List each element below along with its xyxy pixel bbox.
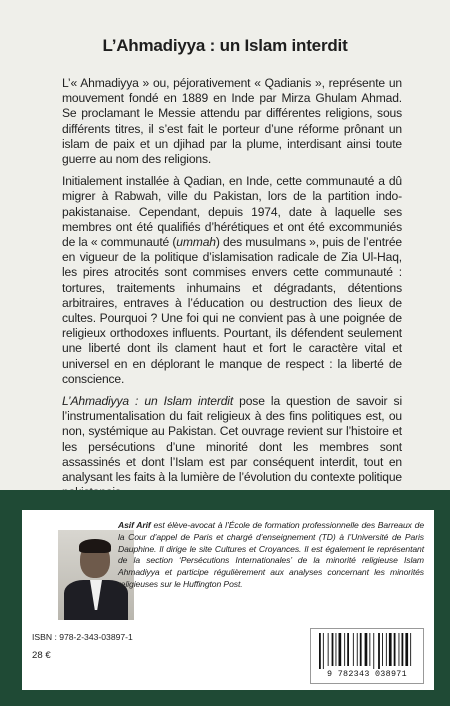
- barcode-bar: [328, 633, 329, 666]
- barcode-bar: [378, 633, 380, 669]
- barcode-bar: [365, 633, 368, 666]
- synopsis-text-run: L’« Ahmadiyya » ou, péjorativement « Qadianis », représente un mouvement fondé en 1889 en Inde par Mirza Ghulam Ahmad. Se proclamant le Messie attendu par différentes religions, sous différents titres, il s’est fait le porteur d’une réforme prônant un islam de paix et un djihad par la plume, interdisant ainsi toute guerre au nom des religions.: [62, 76, 402, 167]
- barcode-bar: [373, 633, 374, 669]
- synopsis-text-run: Initialement installée à Qadian, en Inde, cette communauté a dû migrer à Rabwah, ville du Pakistan, lors de la partition indo-pakistanaise. Cependant, depuis 1974, date à laquelle ses membres ont été qualifiés d’hérétiques et ont été excommuniés de la « communauté (: [62, 174, 402, 250]
- barcode-bar: [323, 633, 324, 669]
- price-label: 28 €: [32, 650, 51, 661]
- barcode-bar: [389, 633, 392, 666]
- synopsis-text-run: pose la question de savoir si l’instrumentalisation du fait religieux à des fins politiques est, ou non, systémique au Pakistan. Cet ouvrage revient sur l’histoire et les persécutions d’une minorité dont les membres sont assassinés et dont l’Islam est par conséquent interdit, tout en analysant les faits à la lumière de l’évolution du contexte politique: [62, 394, 402, 485]
- barcode-bar: [369, 633, 370, 666]
- author-name: Asif Arif: [118, 520, 151, 530]
- barcode-bar: [386, 633, 387, 666]
- synopsis-text-run: ) des musulmans », puis de l’entrée en vigueur de la politique d’islamisation radicale de Zia Ul-Haq, les pires atrocités sont commises envers cette communauté : tortures, traitements inhumains et dégradants, détentions arbitraires, entraves à l’éducation ou destruction des lieux de cultes. Pourquoi ? Une foi qui ne convient pas à une poignée de religieux orthodoxes influents. Pourtant, ils défendent seulement une liberté dont ils clament haut et fort le caractère vital et universel en en déplorant le manque de respect : la liberté de conscience.: [62, 235, 402, 386]
- barcode-bar: [405, 633, 408, 666]
- author-panel: [0, 490, 450, 706]
- barcode-bar: [357, 633, 358, 666]
- barcode-bar: [410, 633, 411, 666]
- barcode-bar: [332, 633, 334, 666]
- barcode-bar: [394, 633, 396, 666]
- barcode-bar: [399, 633, 400, 666]
- barcode-digits: 9 782343 038971: [327, 669, 407, 679]
- barcode-bars: [317, 633, 417, 669]
- author-bio: [118, 520, 424, 591]
- synopsis-paragraph: [62, 174, 402, 387]
- synopsis-paragraph: [62, 76, 402, 167]
- author-bio-text: est élève-avocat à l’École de formation professionnelle des Barreaux de la Cour d’appel de Paris et chargé d’enseignement (TD) à l’Université de Paris Dauphine. Il dirige le site Cultures et Croyances. Il est également le représentant de la section ‘Persécutions Internationales’ de la minorité religieuse Islam Ahmadiyya et participe régulièrement aux analyses concernant les minorités religieuses sur le Huffington Post.: [118, 520, 424, 589]
- barcode-bar: [339, 633, 342, 666]
- author-box: [22, 510, 434, 690]
- synopsis-italic-text: ummah: [176, 235, 216, 250]
- synopsis-italic-text: L’Ahmadiyya : un Islam interdit: [62, 394, 234, 409]
- barcode: [310, 628, 424, 684]
- synopsis-text: [62, 76, 402, 507]
- barcode-bar: [336, 633, 337, 666]
- author-photo-hair: [79, 539, 111, 553]
- barcode-bar: [382, 633, 383, 666]
- book-title: L’Ahmadiyya : un Islam interdit: [102, 36, 348, 55]
- barcode-bar: [402, 633, 404, 666]
- barcode-bar: [353, 633, 354, 666]
- barcode-bar: [360, 633, 362, 666]
- barcode-bar: [319, 633, 321, 669]
- barcode-bar: [344, 633, 345, 666]
- synopsis-paragraph: [62, 394, 402, 500]
- barcode-bar: [347, 633, 349, 666]
- isbn-label: ISBN : 978-2-343-03897-1: [32, 632, 133, 642]
